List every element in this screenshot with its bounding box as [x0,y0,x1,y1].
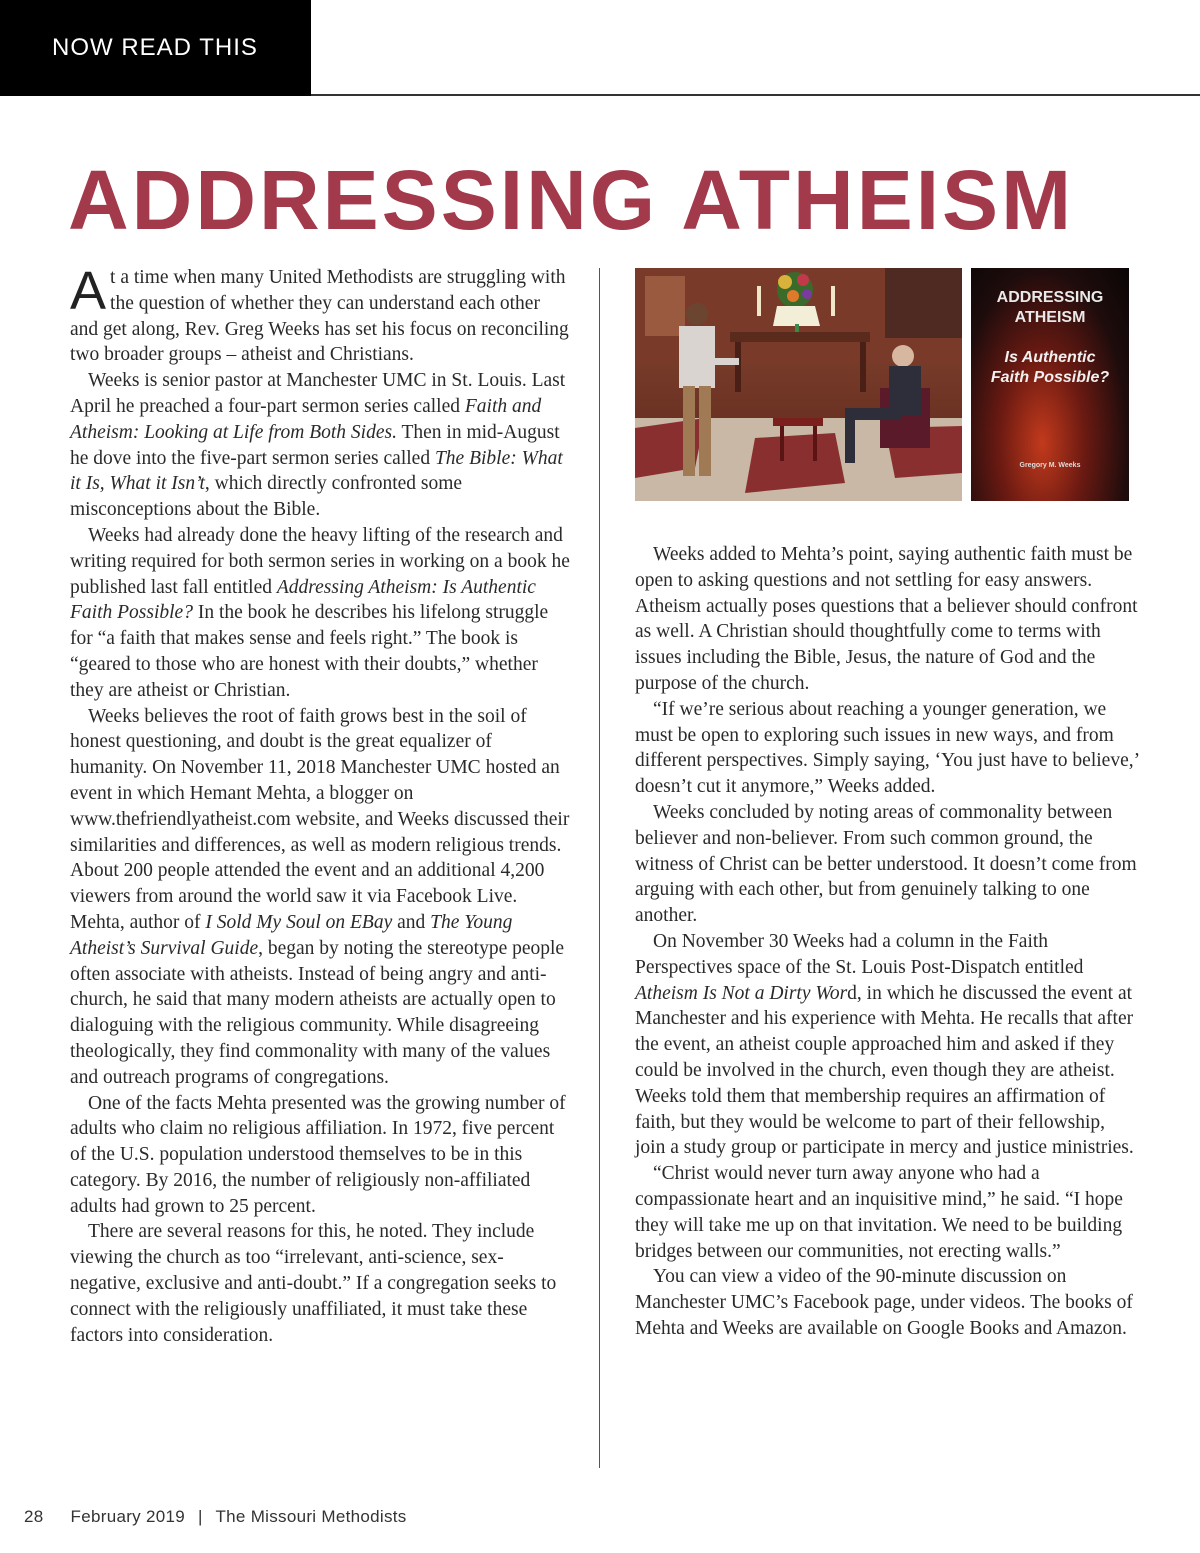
column-divider [599,268,600,1468]
paragraph-2: Weeks is senior pastor at Manchester UMC in St. Louis. Last April he preached a four-part sermon series called Faith and Atheism: Looking at Life from Both Sides. Then in mid-August he dove into the five-part sermon series called The Bible: What it Is, What it Isn’t, which directly confronted some misconceptions about the Bible. [70,370,566,521]
event-photo [635,268,962,501]
paragraph-7: There are several reasons for this, he noted. They include viewing the church as too “irrelevant, anti-science, sex-negative, exclusive and anti-doubt.” If a congregation seeks to connect with the religiously unaffiliated, it must take these factors into consideration. [70,1221,557,1346]
issue-date: February 2019 [70,1507,186,1526]
book-title: ADDRESSING ATHEISM [996,289,1104,326]
paragraph-5: Mehta, author of I Sold My Soul on EBay and The Young Atheist’s Survival Guide, began by noting the stereotype people often associate with atheists. Instead of being angry and anti-church, he said that many modern atheists are actually open to dialoguing with the religious community. While disagreeing theologically, they find commonality with many of the values and outreach programs of congregations. [70,911,565,1088]
section-tab: NOW READ THIS [0,0,311,96]
paragraph-1: At a time when many United Methodists are struggling with the question of whether they can understand each other and get along, Rev. Greg Weeks has set his focus on reconciling two broader groups – atheist and Christians. [70,261,569,366]
paragraph-4: Weeks believes the root of faith grows best in the soil of honest questioning, and doubt is the great equalizer of humanity. On November 11, 2018 Manchester UMC hosted an event in which Hemant Mehta, a blogger on www.thefriendlyatheist.com website, and Weeks discussed their similarities and differences, as well as modern religious trends. About 200 people attended the event and an additional 4,200 viewers from around the world saw it via Facebook Live. [70,705,570,908]
page-footer [24,1507,415,1527]
book-subtitle: Is Authentic Faith Possible? [990,349,1110,386]
event-photo-illustration [635,268,962,501]
paragraph-12: “Christ would never turn away anyone who had a compassionate heart and an inquisitive mind,” he said. “I hope they will take me up on that invitation. We need to be building bridges between our communities, not erecting walls.” [635,1163,1123,1262]
top-rule [311,94,1200,96]
paragraph-3: Weeks had already done the heavy lifting of the research and writing required for both sermon series in working on a book he published last fall entitled Addressing Atheism: Is Authentic Faith Possible? In the book he describes his lifelong struggle for “a faith that makes sense and feels right.” The book is “geared to those who are honest with their doubts,” whether they are atheist or Christian. [70,524,570,701]
paragraph-9: “If we’re serious about reaching a younger generation, we must be open to exploring such issues in new ways, and from different perspectives. Simply saying, ‘You just have to believe,’ doesn’t cut it anymore,” Weeks added. [635,698,1139,798]
dropcap: A [70,261,107,321]
publication-name: The Missouri Methodists [215,1507,407,1526]
paragraph-13: You can view a video of the 90-minute discussion on Manchester UMC’s Facebook page, under videos. The books of Mehta and Weeks are available on Google Books and Amazon. [635,1266,1133,1339]
article-left-column [70,261,570,1348]
page-number: 28 [24,1507,44,1526]
paragraph-6: One of the facts Mehta presented was the growing number of adults who claim no religious affiliation. In 1972, five percent of the U.S. population understood themselves to be in this category. By 2016, the number of religiously non-affiliated adults had grown to 25 percent. [70,1092,566,1217]
book-author: Gregory M. Weeks [1019,462,1081,469]
footer-separator: | [198,1507,203,1526]
article-right-column [635,542,1140,1342]
headline: ADDRESSING ATHEISM [68,153,1075,247]
book-cover [971,268,1129,501]
paragraph-10: Weeks concluded by noting areas of commonality between believer and non-believer. From such common ground, the witness of Christ can be better understood. It doesn’t come from arguing with each other, but from genuinely talking to one another. [635,801,1137,927]
paragraph-8: Weeks added to Mehta’s point, saying authentic faith must be open to asking questions and not settling for easy answers. Atheism actually poses questions that a believer should confront as well. A Christian should thoughtfully come to terms with issues including the Bible, Jesus, the nature of God and the purpose of the church. [635,544,1138,694]
paragraph-11: On November 30 Weeks had a column in the Faith Perspectives space of the St. Louis Post-Dispatch entitled Atheism Is Not a Dirty Word, in which he discussed the event at Manchester and his experience with Mehta. He recalls that after the event, an atheist couple approached him and asked if they could be involved in the church, even though they are atheist. Weeks told them that membership requires an affirmation of faith, but they would be welcome to part of their fellowship, join a study group or participate in mercy and justice ministries. [635,930,1134,1159]
